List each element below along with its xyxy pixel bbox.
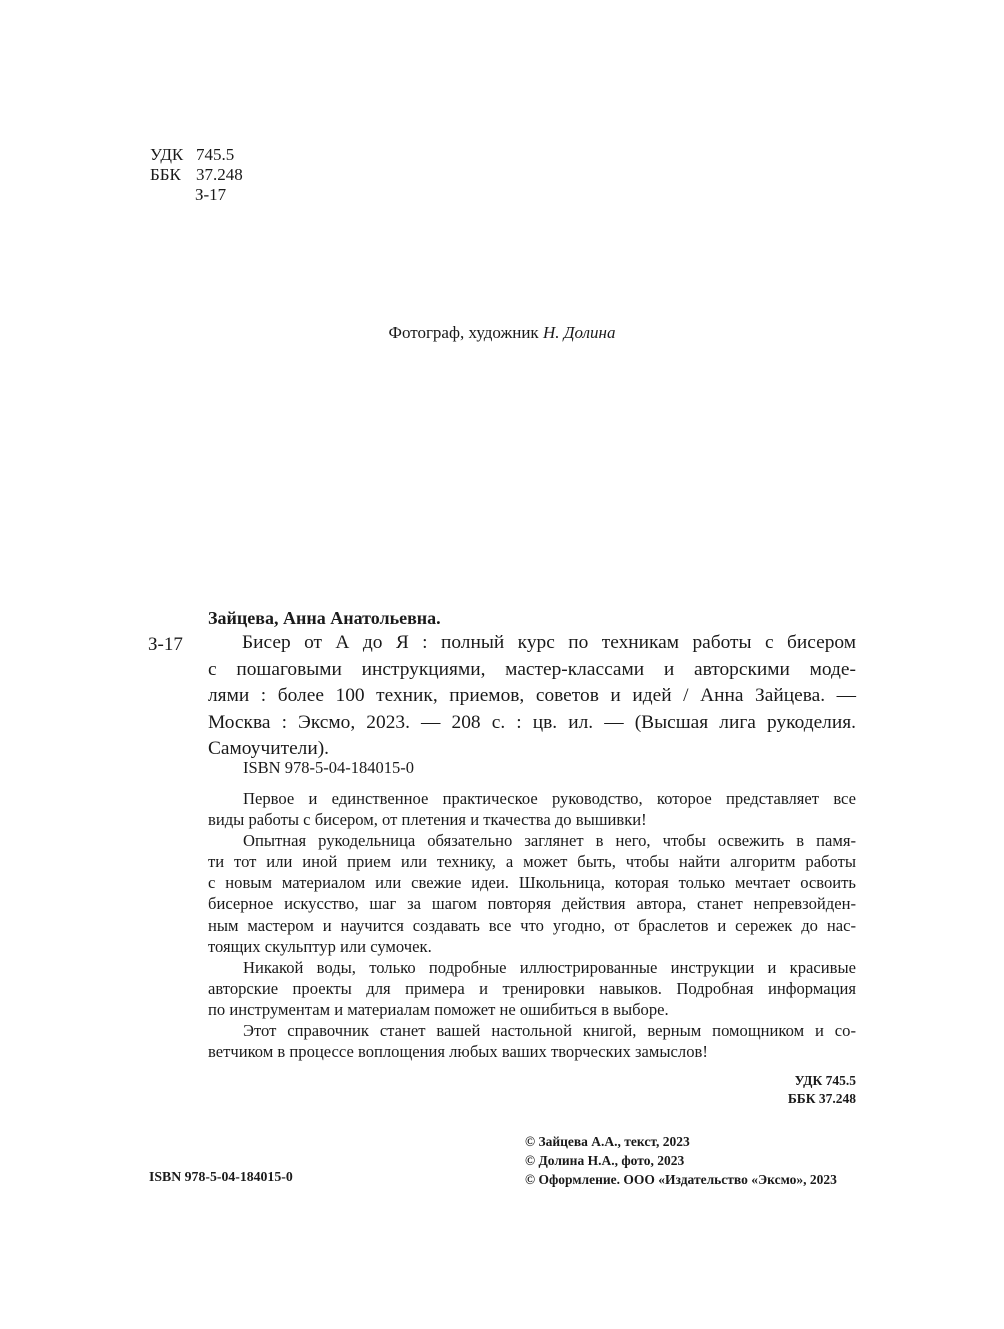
- entry-author: Зайцева, Анна Анатольевна.: [208, 608, 441, 628]
- annotation-line: ветчиком в процессе воплощения любых ваших творческих замыслов!: [208, 1042, 708, 1062]
- entry-line: Самоучители).: [208, 738, 330, 759]
- copyright-line: © Долина Н.А., фото, 2023: [525, 1153, 685, 1168]
- entry-line: с пошаговыми инструкциями, мастер-классами и авторскими моде-: [208, 658, 856, 680]
- annotation-line: ти тот или иной прием или технику, а может быть, чтобы найти алгоритм работы: [208, 852, 856, 872]
- copyright-line: © Оформление. ООО «Издательство «Эксмо», 2023: [525, 1172, 837, 1187]
- entry-description: [208, 630, 856, 763]
- bottom-udk: УДК 745.5: [794, 1073, 856, 1088]
- annotation-line: Этот справочник станет вашей настольной книгой, верным помощником и со-: [243, 1021, 856, 1041]
- isbn-bottom: ISBN 978-5-04-184015-0: [149, 1169, 293, 1184]
- udk-row: [150, 145, 243, 165]
- annotation-line: тоящих скульптур или сумочек.: [208, 936, 432, 956]
- entry-isbn: ISBN 978-5-04-184015-0: [243, 758, 414, 777]
- bbk-label: ББК: [150, 165, 181, 184]
- entry-line: Москва : Эксмо, 2023. — 208 с. : цв. ил. — (Высшая лига рукоделия.: [208, 711, 856, 733]
- annotation-line: ным мастером и научится создавать все что угодно, от браслетов и сережек до нас-: [208, 915, 856, 935]
- annotation-line: с новым материалом или свежие идеи. Школьница, которая только мечтает освоить: [208, 873, 856, 893]
- udk-label: УДК: [150, 145, 184, 164]
- classification-codes: [150, 145, 243, 205]
- udk-value: 745.5: [196, 145, 235, 164]
- annotation-line: авторские проекты для примера и тренировки навыков. Подробная информация: [208, 978, 856, 998]
- copyright-block: [525, 1132, 837, 1189]
- entry-line: лями : более 100 техник, приемов, советов и идей / Анна Зайцева. —: [208, 685, 856, 706]
- bottom-classification-codes: [700, 1072, 856, 1108]
- annotation-line: Опытная рукодельница обязательно заглянет в него, чтобы освежить в памя-: [243, 831, 856, 851]
- annotation-line: по инструментам и материалам поможет не ошибиться в выборе.: [208, 999, 669, 1019]
- credits-prefix: Фотограф, художник: [388, 323, 543, 342]
- annotation-line: виды работы с бисером, от плетения и ткачества до вышивки!: [208, 810, 647, 830]
- credits-name: Н. Долина: [542, 323, 616, 342]
- annotation: [208, 788, 856, 1062]
- bbk-row: [150, 165, 243, 185]
- entry-author-mark: З-17: [148, 634, 183, 655]
- annotation-line: бисерное искусство, шаг за шагом повторяя действия автора, станет непревзойден-: [208, 894, 856, 914]
- entry-line: Бисер от А до Я : полный курс по техникам работы с бисером: [242, 632, 856, 653]
- bottom-bbk: ББК 37.248: [787, 1091, 856, 1106]
- bbk-value: 37.248: [196, 165, 243, 184]
- credits-line: [0, 323, 1004, 343]
- annotation-line: Первое и единственное практическое руководство, которое представляет все: [243, 789, 856, 808]
- copyright-line: © Зайцева А.А., текст, 2023: [525, 1134, 690, 1149]
- annotation-line: Никакой воды, только подробные иллюстрированные инструкции и красивые: [243, 957, 856, 977]
- author-mark-top: З-17: [195, 185, 227, 204]
